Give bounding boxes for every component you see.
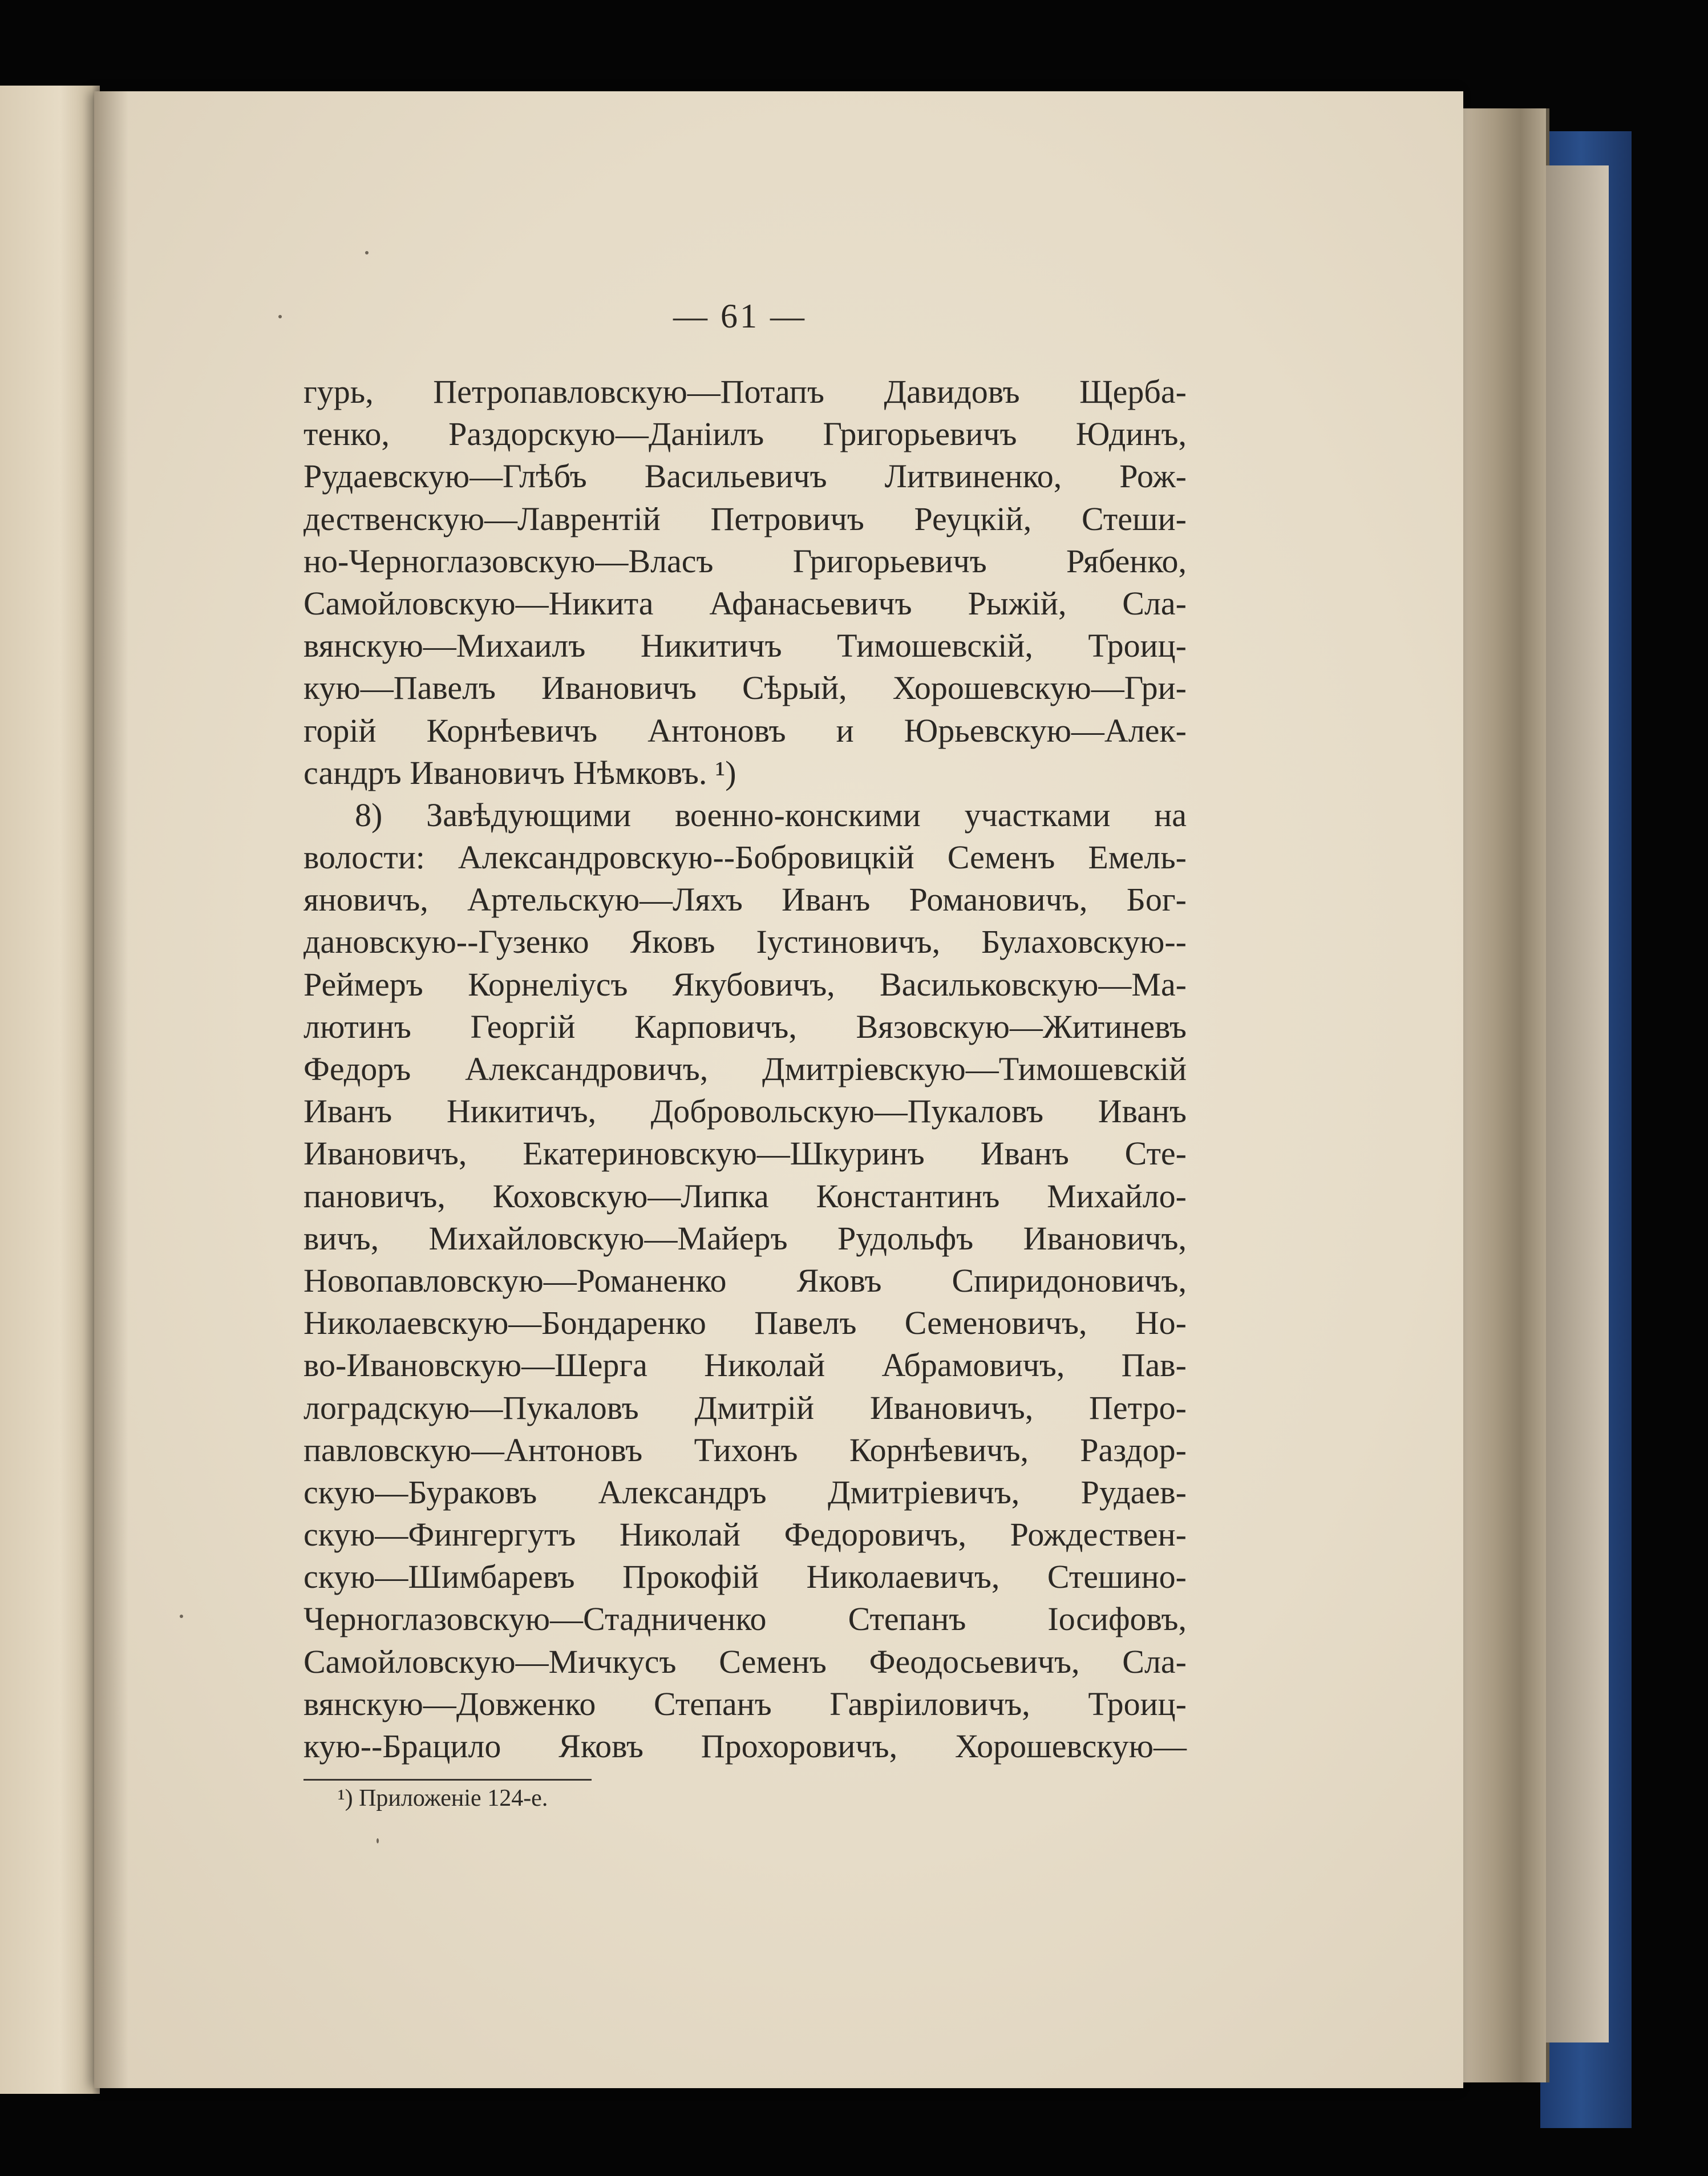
text-line: лоградскую—Пукаловъ Дмитрій Ивановичъ, Петро- — [303, 1389, 1187, 1426]
text-line: Реймеръ Корнеліусъ Якубовичъ, Васильковскую—Ма- — [303, 965, 1187, 1003]
text-line: Ивановичъ, Екатериновскую—Шкуринъ Иванъ Сте- — [303, 1135, 1187, 1172]
text-line: скую—Бураковъ Александръ Дмитріевичъ, Рудаев- — [303, 1473, 1187, 1511]
footnote-rule — [303, 1779, 592, 1781]
paper-speck — [365, 251, 369, 254]
page-stack-edge — [1460, 108, 1549, 2082]
text-line: Федоръ Александровичъ, Дмитріевскую—Тимошевскій — [303, 1050, 1187, 1087]
text-line: горій Корнѣевичъ Антоновъ и Юрьевскую—Алек- — [303, 711, 1187, 749]
text-line: сандръ Ивановичъ Нѣмковъ. ¹) — [303, 754, 736, 791]
text-line: гурь, Петропавловскую—Потапъ Давидовъ Щерба- — [303, 373, 1187, 410]
text-line: Самойловскую—Мичкусъ Семенъ Феодосьевичъ, Сла- — [303, 1643, 1187, 1680]
text-line: Черноглазовскую—Стадниченко Степанъ Іосифовъ, — [303, 1600, 1187, 1638]
text-line: во-Ивановскую—Шерга Николай Абрамовичъ, Пав- — [303, 1346, 1187, 1384]
text-line: вянскую—Михаилъ Никитичъ Тимошевскій, Троиц- — [303, 627, 1187, 665]
text-line: вичъ, Михайловскую—Майеръ Рудольфъ Ивановичъ, — [303, 1219, 1187, 1257]
page-fore-edge — [1546, 165, 1609, 2042]
text-line: вянскую—Довженко Степанъ Гавріиловичъ, Троиц- — [303, 1685, 1187, 1722]
paper-speck — [180, 1615, 183, 1618]
text-line: дановскую--Гузенко Яковъ Іустиновичъ, Булаховскую-- — [303, 923, 1187, 961]
text-line: кую--Брацило Яковъ Прохоровичъ, Хорошевскую— — [303, 1728, 1187, 1765]
text-line: кую—Павелъ Ивановичъ Сѣрый, Хорошевскую—Гри- — [303, 669, 1187, 707]
text-line: но-Черноглазовскую—Власъ Григорьевичъ Рябенко, — [303, 542, 1187, 580]
text-line: скую—Фингергутъ Николай Федоровичъ, Рождествен- — [303, 1516, 1187, 1554]
footnote: ¹) Приложеніе 124-е. — [338, 1785, 548, 1811]
text-line: павловскую—Антоновъ Тихонъ Корнѣевичъ, Раздор- — [303, 1431, 1187, 1469]
text-line: Николаевскую—Бондаренко Павелъ Семеновичъ, Но- — [303, 1304, 1187, 1342]
text-line: яновичъ, Артельскую—Ляхъ Иванъ Романовичъ, Бог- — [303, 881, 1187, 919]
text-line: Новопавловскую—Романенко Яковъ Спиридоновичъ, — [303, 1261, 1187, 1299]
text-line: лютинъ Георгій Карповичъ, Вязовскую—Житиневъ — [303, 1008, 1187, 1045]
text-line: волости: Александровскую--Бобровицкій Семенъ Емель- — [303, 839, 1187, 876]
text-line: Самойловскую—Никита Афанасьевичъ Рыжій, Сла- — [303, 584, 1187, 622]
left-page-margin — [0, 86, 100, 2094]
text-line: скую—Шимбаревъ Прокофій Николаевичъ, Стешино- — [303, 1558, 1187, 1596]
text-line: тенко, Раздорскую—Даніилъ Григорьевичъ Юдинъ, — [303, 415, 1187, 453]
text-line: пановичъ, Коховскую—Липка Константинъ Михайло- — [303, 1177, 1187, 1215]
text-line: Иванъ Никитичъ, Добровольскую—Пукаловъ Иванъ — [303, 1093, 1187, 1130]
gutter-shadow — [94, 91, 128, 2088]
text-line: дественскую—Лаврентій Петровичъ Реуцкій, Стеши- — [303, 500, 1187, 537]
text-line: Рудаевскую—Глѣбъ Васильевичъ Литвиненко, Рож- — [303, 458, 1187, 495]
page-number: — 61 — — [673, 297, 807, 335]
paragraph-start-line: 8) Завѣдующими военно-конскими участками на — [355, 796, 1187, 834]
paper-speck — [377, 1838, 379, 1843]
paper-speck — [278, 315, 282, 318]
body-text — [303, 371, 1187, 1768]
